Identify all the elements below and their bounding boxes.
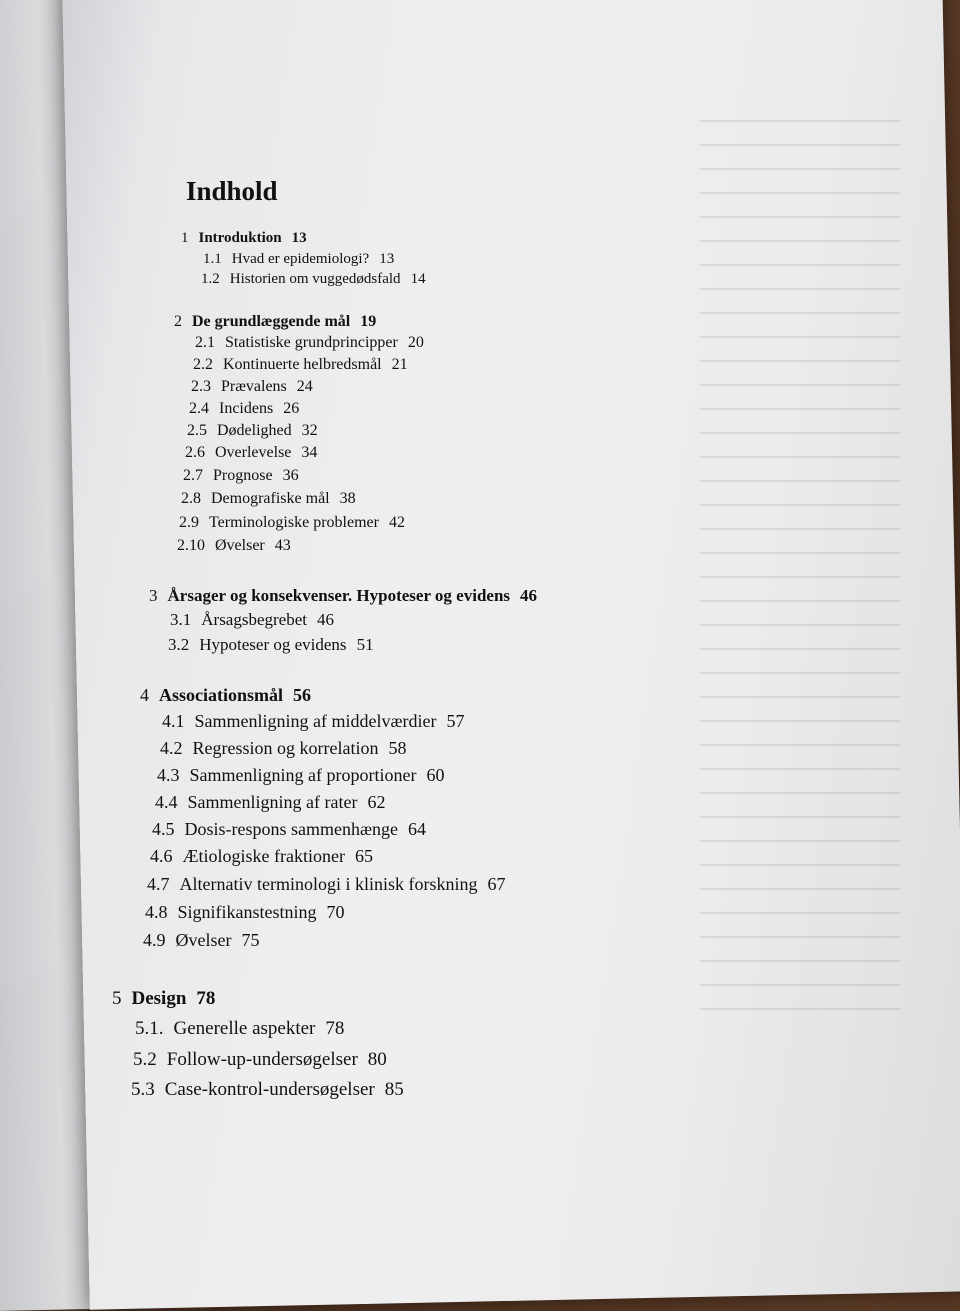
toc-entry-title: Regression og korrelation xyxy=(192,738,379,758)
toc-entry-page-number: 21 xyxy=(391,356,408,373)
toc-entry-page-number: 13 xyxy=(379,251,395,267)
toc-entry-page-number: 13 xyxy=(291,230,307,246)
toc-entry-num: 5.2 xyxy=(133,1049,157,1070)
toc-entry-page-number: 58 xyxy=(388,738,407,758)
toc-entry-num: 4 xyxy=(140,685,149,705)
toc-section-entry xyxy=(201,271,426,288)
toc-chapter-entry xyxy=(181,230,307,247)
toc-entry-page-number: 36 xyxy=(282,467,299,484)
toc-entry-title: Demografiske mål xyxy=(211,490,330,507)
toc-entry-title: Sammenligning af middelværdier xyxy=(194,711,437,731)
toc-entry-title: Design xyxy=(131,988,187,1009)
toc-entry-page-number: 24 xyxy=(296,378,313,395)
toc-entry-title: Alternativ terminologi i klinisk forskning xyxy=(179,874,478,894)
toc-entry-title: Statistiske grundprincipper xyxy=(225,334,398,351)
toc-entry-page-number: 67 xyxy=(487,874,506,894)
toc-entry-num: 2.5 xyxy=(187,422,207,439)
toc-section-entry xyxy=(181,490,356,508)
toc-section-entry xyxy=(168,635,374,655)
toc-section-entry xyxy=(157,765,444,786)
toc-chapter-entry xyxy=(174,313,376,331)
toc-entry-title: Hypoteser og evidens xyxy=(199,635,347,654)
toc-entry-num: 4.7 xyxy=(147,874,170,894)
toc-section-entry xyxy=(170,610,334,630)
toc-entry-num: 2.1 xyxy=(195,334,215,351)
toc-entry-page-number: 46 xyxy=(520,586,538,605)
toc-entry-page-number: 62 xyxy=(367,792,386,812)
toc-entry-page-number: 57 xyxy=(446,711,465,731)
toc-entry-num: 2.9 xyxy=(179,514,199,531)
toc-entry-num: 1 xyxy=(181,230,189,246)
toc-chapter-entry xyxy=(112,988,215,1010)
toc-entry-page-number: 42 xyxy=(388,514,405,531)
toc-entry-num: 4.1 xyxy=(162,711,185,731)
toc-section-entry xyxy=(150,846,373,867)
toc-entry-num: 5 xyxy=(112,988,122,1009)
toc-entry-title: Historien om vuggedødsfald xyxy=(229,271,401,287)
toc-entry-page-number: 34 xyxy=(301,444,318,461)
toc-entry-title: Øvelser xyxy=(175,930,232,950)
toc-entry-page-number: 46 xyxy=(317,610,334,629)
toc-entry-title: Øvelser xyxy=(215,537,265,554)
toc-entry-page-number: 56 xyxy=(293,685,312,705)
toc-entry-title: Årsager og konsekvenser. Hypoteser og evidens xyxy=(167,586,511,605)
toc-section-entry xyxy=(189,400,299,418)
page-title: Indhold xyxy=(186,176,278,206)
toc-entry-num: 4.9 xyxy=(143,930,166,950)
toc-section-entry xyxy=(160,738,406,759)
toc-section-entry xyxy=(155,792,385,813)
toc-entry-num: 4.5 xyxy=(152,819,175,839)
toc-entry-num: 2 xyxy=(174,313,182,330)
toc-entry-title: Incidens xyxy=(219,400,274,417)
toc-entry-title: Sammenligning af proportioner xyxy=(189,765,417,785)
toc-entry-page-number: 20 xyxy=(407,334,424,351)
toc-section-entry xyxy=(187,422,318,440)
toc-entry-num: 4.2 xyxy=(160,738,183,758)
toc-entry-num: 2.3 xyxy=(191,378,211,395)
toc-section-entry xyxy=(143,930,259,951)
toc-entry-title: Follow-up-undersøgelser xyxy=(166,1049,358,1070)
toc-section-entry xyxy=(183,467,299,485)
toc-entry-num: 2.8 xyxy=(181,490,201,507)
toc-entry-title: Prævalens xyxy=(221,378,287,395)
toc-entry-num: 2.2 xyxy=(193,356,213,373)
toc-entry-title: Case-kontrol-undersøgelser xyxy=(164,1079,375,1100)
toc-entry-title: Introduktion xyxy=(198,230,282,246)
toc-entry-title: Sammenligning af rater xyxy=(187,792,358,812)
toc-entry-num: 1.1 xyxy=(203,251,222,267)
toc-entry-page-number: 78 xyxy=(196,988,216,1009)
toc-entry-page-number: 51 xyxy=(356,635,374,654)
toc-entry-page-number: 75 xyxy=(241,930,260,950)
toc-entry-num: 4.3 xyxy=(157,765,180,785)
toc-section-entry xyxy=(147,874,505,895)
bleed-through-text xyxy=(700,120,900,1020)
toc-entry-page-number: 14 xyxy=(410,271,426,287)
toc-section-entry xyxy=(145,902,345,923)
toc-section-entry xyxy=(162,711,464,732)
toc-entry-num: 5.1. xyxy=(135,1018,164,1039)
toc-entry-num: 1.2 xyxy=(201,271,220,287)
toc-entry-title: Signifikanstestning xyxy=(177,902,317,922)
toc-entry-title: Terminologiske problemer xyxy=(209,514,379,531)
toc-entry-page-number: 70 xyxy=(326,902,345,922)
toc-section-entry xyxy=(131,1079,404,1101)
toc-entry-page-number: 32 xyxy=(301,422,318,439)
toc-entry-num: 2.10 xyxy=(177,537,205,554)
toc-entry-title: Prognose xyxy=(213,467,273,484)
toc-entry-num: 2.4 xyxy=(189,400,209,417)
toc-entry-title: De grundlæggende mål xyxy=(192,313,351,330)
toc-section-entry xyxy=(177,537,291,555)
toc-entry-page-number: 60 xyxy=(426,765,445,785)
toc-entry-page-number: 64 xyxy=(407,819,426,839)
toc-section-entry xyxy=(203,251,394,268)
toc-entry-num: 5.3 xyxy=(131,1079,155,1100)
toc-section-entry xyxy=(135,1018,344,1040)
toc-entry-num: 3.1 xyxy=(170,610,192,629)
toc-entry-title: Kontinuerte helbredsmål xyxy=(223,356,382,373)
toc-section-entry xyxy=(133,1049,387,1071)
toc-section-entry xyxy=(191,378,313,396)
toc-section-entry xyxy=(193,356,408,374)
toc-entry-num: 2.7 xyxy=(183,467,203,484)
toc-section-entry xyxy=(152,819,426,840)
toc-entry-title: Dødelighed xyxy=(217,422,292,439)
toc-chapter-entry xyxy=(149,586,537,606)
toc-entry-title: Ætiologiske fraktioner xyxy=(182,846,345,866)
toc-section-entry xyxy=(185,444,317,462)
toc-entry-page-number: 38 xyxy=(339,490,356,507)
toc-entry-title: Dosis-respons sammenhænge xyxy=(184,819,398,839)
toc-section-entry xyxy=(179,514,405,532)
toc-entry-num: 4.8 xyxy=(145,902,168,922)
toc-entry-title: Generelle aspekter xyxy=(173,1018,316,1039)
toc-section-entry xyxy=(195,334,424,352)
toc-entry-title: Hvad er epidemiologi? xyxy=(231,251,370,267)
toc-entry-num: 2.6 xyxy=(185,444,205,461)
toc-entry-page-number: 65 xyxy=(354,846,373,866)
toc-entry-num: 4.6 xyxy=(150,846,173,866)
toc-entry-page-number: 19 xyxy=(360,313,377,330)
toc-entry-title: Overlevelse xyxy=(215,444,292,461)
toc-entry-num: 3 xyxy=(149,586,158,605)
toc-entry-page-number: 85 xyxy=(384,1079,404,1100)
toc-entry-page-number: 26 xyxy=(283,400,300,417)
toc-entry-title: Årsagsbegrebet xyxy=(201,610,307,629)
toc-chapter-entry xyxy=(140,685,311,706)
toc-entry-page-number: 43 xyxy=(274,537,291,554)
toc-entry-num: 3.2 xyxy=(168,635,190,654)
toc-entry-page-number: 78 xyxy=(325,1018,345,1039)
toc-entry-page-number: 80 xyxy=(367,1049,387,1070)
toc-entry-title: Associationsmål xyxy=(159,685,284,705)
toc-entry-num: 4.4 xyxy=(155,792,178,812)
